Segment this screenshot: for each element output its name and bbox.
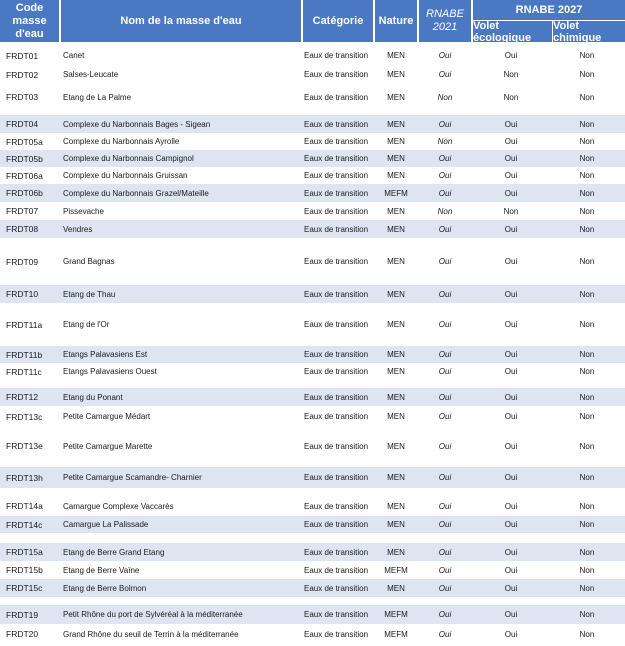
cell-category: Eaux de transition xyxy=(304,70,369,79)
cell-name: Petite Camargue Marette xyxy=(63,441,153,451)
table-row xyxy=(0,406,625,427)
cell-name: Etang de La Palme xyxy=(63,92,132,102)
cell-chi: Non xyxy=(579,473,595,482)
cell-nature: MEFM xyxy=(384,610,408,619)
cell-chi: Non xyxy=(579,547,595,557)
table-row xyxy=(0,388,625,406)
header-volet-ecologique-label: Volet écologique xyxy=(473,19,532,44)
cell-eco: Oui xyxy=(504,547,518,557)
cell-category: Eaux de transition xyxy=(304,367,369,376)
cell-r2021: Non xyxy=(437,206,453,216)
cell-name: Complexe du Narbonnais Campignol xyxy=(63,154,194,163)
cell-code: FRDT11a xyxy=(6,319,43,330)
cell-name: Camargue La Palissade xyxy=(63,520,149,529)
cell-r2021: Oui xyxy=(438,350,452,359)
cell-category: Eaux de transition xyxy=(304,520,369,529)
cell-chi: Non xyxy=(579,629,595,639)
header-nature-label: Nature xyxy=(378,14,414,27)
cell-code: FRDT15c xyxy=(6,583,43,593)
cell-eco: Oui xyxy=(504,610,518,619)
cell-name: Complexe du Narbonnais Bages - Sigean xyxy=(63,119,211,129)
cell-nature: MEN xyxy=(387,137,405,146)
cell-name: Petite Camargue Scamandre- Charnier xyxy=(63,473,202,482)
table-row xyxy=(0,87,625,107)
table-row xyxy=(0,427,625,465)
cell-r2021: Oui xyxy=(438,171,452,180)
cell-chi: Non xyxy=(579,51,595,60)
cell-r2021: Oui xyxy=(438,412,452,421)
cell-category: Eaux de transition xyxy=(304,188,369,198)
cell-category: Eaux de transition xyxy=(304,629,369,639)
cell-code: FRDT13c xyxy=(6,411,43,422)
cell-category: Eaux de transition xyxy=(304,392,369,402)
cell-r2021: Oui xyxy=(438,501,452,511)
cell-r2021: Oui xyxy=(438,51,452,60)
cell-nature: MEFM xyxy=(384,188,408,198)
cell-nature: MEN xyxy=(387,92,405,102)
cell-eco: Oui xyxy=(504,188,518,198)
header-nature xyxy=(375,0,417,42)
cell-code: FRDT13h xyxy=(6,472,43,483)
cell-nature: MEN xyxy=(387,289,405,299)
cell-code: FRDT09 xyxy=(6,256,39,267)
cell-name: Complexe du Narbonnais Grazel/Mateille xyxy=(63,188,209,198)
cell-nature: MEN xyxy=(387,583,405,593)
cell-eco: Oui xyxy=(504,154,518,163)
cell-nature: MEN xyxy=(387,224,405,234)
header-category xyxy=(303,0,373,42)
cell-eco: Oui xyxy=(504,320,518,329)
header-code-label: Code masse d'eau xyxy=(12,1,47,40)
table-row xyxy=(0,202,625,220)
cell-name: Complexe du Narbonnais Ayrolle xyxy=(63,137,180,146)
cell-chi: Non xyxy=(579,188,595,198)
cell-r2021: Oui xyxy=(438,547,452,557)
cell-r2021: Oui xyxy=(438,441,452,451)
cell-category: Eaux de transition xyxy=(304,92,369,102)
cell-r2021: Oui xyxy=(438,610,452,619)
cell-r2021: Oui xyxy=(438,224,452,234)
header-category-label: Catégorie xyxy=(312,14,364,27)
header-rnabe-2021 xyxy=(419,0,471,42)
cell-nature: MEN xyxy=(387,473,405,482)
cell-nature: MEN xyxy=(387,154,405,163)
cell-category: Eaux de transition xyxy=(304,257,369,266)
cell-category: Eaux de transition xyxy=(304,412,369,421)
cell-code: FRDT19 xyxy=(6,609,39,620)
cell-eco: Oui xyxy=(504,473,518,482)
cell-r2021: Oui xyxy=(438,257,452,266)
cell-nature: MEN xyxy=(387,257,405,266)
cell-nature: MEFM xyxy=(384,565,408,575)
cell-eco: Oui xyxy=(504,350,518,359)
cell-name: Camargue Complexe Vaccarès xyxy=(63,501,174,511)
table-row xyxy=(0,605,625,624)
cell-code: FRDT03 xyxy=(6,92,39,102)
cell-chi: Non xyxy=(579,501,595,511)
cell-category: Eaux de transition xyxy=(304,473,369,482)
cell-code: FRDT12 xyxy=(6,392,39,402)
cell-nature: MEFM xyxy=(384,629,408,639)
cell-r2021: Oui xyxy=(438,289,452,299)
cell-r2021: Oui xyxy=(438,473,452,482)
cell-eco: Oui xyxy=(504,224,518,234)
cell-eco: Non xyxy=(503,70,519,79)
cell-chi: Non xyxy=(579,565,595,575)
cell-category: Eaux de transition xyxy=(304,224,369,234)
cell-chi: Non xyxy=(579,154,595,163)
cell-category: Eaux de transition xyxy=(304,501,369,511)
cell-eco: Non xyxy=(503,92,519,102)
cell-nature: MEN xyxy=(387,119,405,129)
cell-r2021: Oui xyxy=(438,367,452,376)
cell-r2021: Oui xyxy=(438,154,452,163)
cell-eco: Oui xyxy=(504,441,518,451)
table-row xyxy=(0,543,625,561)
cell-name: Etangs Palavasiens Est xyxy=(63,350,148,359)
cell-chi: Non xyxy=(579,171,595,180)
table-row xyxy=(0,220,625,238)
cell-category: Eaux de transition xyxy=(304,119,369,129)
cell-category: Eaux de transition xyxy=(304,610,369,619)
cell-r2021: Non xyxy=(437,137,453,146)
table-header xyxy=(0,0,625,42)
cell-nature: MEN xyxy=(387,320,405,329)
cell-name: Etang de l'Or xyxy=(63,320,110,329)
cell-category: Eaux de transition xyxy=(304,441,369,451)
cell-chi: Non xyxy=(579,520,595,529)
cell-code: FRDT04 xyxy=(6,119,39,129)
cell-name: Salses-Leucate xyxy=(63,70,119,79)
cell-category: Eaux de transition xyxy=(304,171,369,180)
table-row xyxy=(0,285,625,303)
cell-name: Vendres xyxy=(63,224,93,234)
cell-code: FRDT13e xyxy=(6,441,43,451)
cell-name: Etang de Berre Bolmon xyxy=(63,583,147,593)
cell-r2021: Oui xyxy=(438,119,452,129)
cell-category: Eaux de transition xyxy=(304,547,369,557)
cell-r2021: Non xyxy=(437,92,453,102)
cell-name: Petite Camargue Médart xyxy=(63,412,151,421)
table-row xyxy=(0,167,625,184)
table-row xyxy=(0,65,625,84)
cell-category: Eaux de transition xyxy=(304,206,369,216)
cell-chi: Non xyxy=(579,119,595,129)
cell-chi: Non xyxy=(579,137,595,146)
cell-nature: MEN xyxy=(387,171,405,180)
header-rnabe-2027-label: RNABE 2027 xyxy=(515,4,583,16)
table-row xyxy=(0,238,625,285)
cell-code: FRDT14c xyxy=(6,519,43,530)
cell-category: Eaux de transition xyxy=(304,565,369,575)
cell-nature: MEN xyxy=(387,412,405,421)
cell-name: Canet xyxy=(63,51,85,60)
cell-name: Petit Rhône du port de Sylvéréal à la méditerranée xyxy=(63,610,243,619)
cell-chi: Non xyxy=(579,392,595,402)
cell-eco: Oui xyxy=(504,392,518,402)
cell-code: FRDT20 xyxy=(6,629,39,639)
cell-category: Eaux de transition xyxy=(304,137,369,146)
cell-code: FRDT05a xyxy=(6,136,43,147)
cell-chi: Non xyxy=(579,257,595,266)
cell-eco: Oui xyxy=(504,412,518,421)
cell-eco: Non xyxy=(503,206,519,216)
cell-eco: Oui xyxy=(504,171,518,180)
cell-code: FRDT07 xyxy=(6,206,39,216)
table-row xyxy=(0,150,625,167)
cell-name: Pissevache xyxy=(63,206,104,216)
cell-chi: Non xyxy=(579,289,595,299)
table-row xyxy=(0,516,625,533)
cell-nature: MEN xyxy=(387,392,405,402)
cell-code: FRDT05b xyxy=(6,153,43,164)
cell-r2021: Oui xyxy=(438,188,452,198)
cell-eco: Oui xyxy=(504,257,518,266)
cell-code: FRDT10 xyxy=(6,289,39,299)
cell-name: Etang de Berre Grand Etang xyxy=(63,547,165,557)
cell-r2021: Oui xyxy=(438,520,452,529)
cell-chi: Non xyxy=(579,441,595,451)
cell-nature: MEN xyxy=(387,520,405,529)
cell-chi: Non xyxy=(579,224,595,234)
cell-code: FRDT08 xyxy=(6,224,39,234)
cell-code: FRDT15a xyxy=(6,547,43,557)
cell-name: Etang de Berre Vaïne xyxy=(63,565,140,575)
table-row xyxy=(0,363,625,380)
header-volet-chimique-label: Volet chimique xyxy=(553,19,602,44)
cell-code: FRDT06b xyxy=(6,188,43,198)
header-rnabe-2027 xyxy=(473,0,625,20)
header-code xyxy=(0,0,59,42)
cell-nature: MEN xyxy=(387,70,405,79)
table-row xyxy=(0,115,625,133)
cell-nature: MEN xyxy=(387,547,405,557)
cell-eco: Oui xyxy=(504,565,518,575)
cell-eco: Oui xyxy=(504,520,518,529)
cell-eco: Oui xyxy=(504,289,518,299)
cell-eco: Oui xyxy=(504,137,518,146)
table-row xyxy=(0,467,625,488)
header-name-label: Nom de la masse d'eau xyxy=(120,14,242,27)
cell-code: FRDT14a xyxy=(6,501,43,511)
cell-name: Grand Rhône du seuil de Terrin à la méditerranée xyxy=(63,629,239,639)
cell-nature: MEN xyxy=(387,350,405,359)
cell-category: Eaux de transition xyxy=(304,350,369,359)
cell-name: Etangs Palavasiens Ouest xyxy=(63,367,157,376)
table-row xyxy=(0,346,625,363)
cell-eco: Oui xyxy=(504,501,518,511)
cell-eco: Oui xyxy=(504,367,518,376)
cell-category: Eaux de transition xyxy=(304,51,369,60)
cell-nature: MEN xyxy=(387,51,405,60)
cell-chi: Non xyxy=(579,610,595,619)
cell-chi: Non xyxy=(579,320,595,329)
cell-name: Complexe du Narbonnais Gruissan xyxy=(63,171,188,180)
cell-category: Eaux de transition xyxy=(304,154,369,163)
cell-r2021: Oui xyxy=(438,629,452,639)
cell-nature: MEN xyxy=(387,501,405,511)
header-name xyxy=(61,0,301,42)
cell-chi: Non xyxy=(579,367,595,376)
cell-category: Eaux de transition xyxy=(304,583,369,593)
cell-code: FRDT11b xyxy=(6,349,43,360)
header-volet-ecologique xyxy=(473,21,552,42)
cell-code: FRDT01 xyxy=(6,50,39,61)
table-row xyxy=(0,496,625,516)
cell-code: FRDT11c xyxy=(6,366,42,377)
cell-code: FRDT02 xyxy=(6,69,39,80)
cell-code: FRDT06a xyxy=(6,170,43,181)
cell-chi: Non xyxy=(579,350,595,359)
table-row xyxy=(0,579,625,597)
cell-nature: MEN xyxy=(387,367,405,376)
table-row xyxy=(0,133,625,150)
cell-category: Eaux de transition xyxy=(304,320,369,329)
table-row xyxy=(0,184,625,202)
table-row xyxy=(0,624,625,644)
cell-name: Etang du Ponant xyxy=(63,392,123,402)
cell-eco: Oui xyxy=(504,51,518,60)
table-row xyxy=(0,561,625,579)
cell-chi: Non xyxy=(579,92,595,102)
cell-nature: MEN xyxy=(387,441,405,451)
header-volet-chimique xyxy=(553,21,625,42)
cell-chi: Non xyxy=(579,206,595,216)
cell-category: Eaux de transition xyxy=(304,289,369,299)
cell-eco: Oui xyxy=(504,119,518,129)
table-row xyxy=(0,46,625,65)
cell-eco: Oui xyxy=(504,583,518,593)
cell-r2021: Oui xyxy=(438,392,452,402)
cell-chi: Non xyxy=(579,70,595,79)
table-row xyxy=(0,303,625,346)
cell-r2021: Oui xyxy=(438,583,452,593)
cell-r2021: Oui xyxy=(438,565,452,575)
cell-name: Etang de Thau xyxy=(63,289,116,299)
cell-nature: MEN xyxy=(387,206,405,216)
cell-chi: Non xyxy=(579,412,595,421)
cell-eco: Oui xyxy=(504,629,518,639)
cell-r2021: Oui xyxy=(438,320,452,329)
cell-name: Grand Bagnas xyxy=(63,257,115,266)
cell-chi: Non xyxy=(579,583,595,593)
cell-code: FRDT15b xyxy=(6,565,43,575)
cell-r2021: Oui xyxy=(438,70,452,79)
header-rnabe-2021-label: RNABE 2021 xyxy=(426,8,464,33)
